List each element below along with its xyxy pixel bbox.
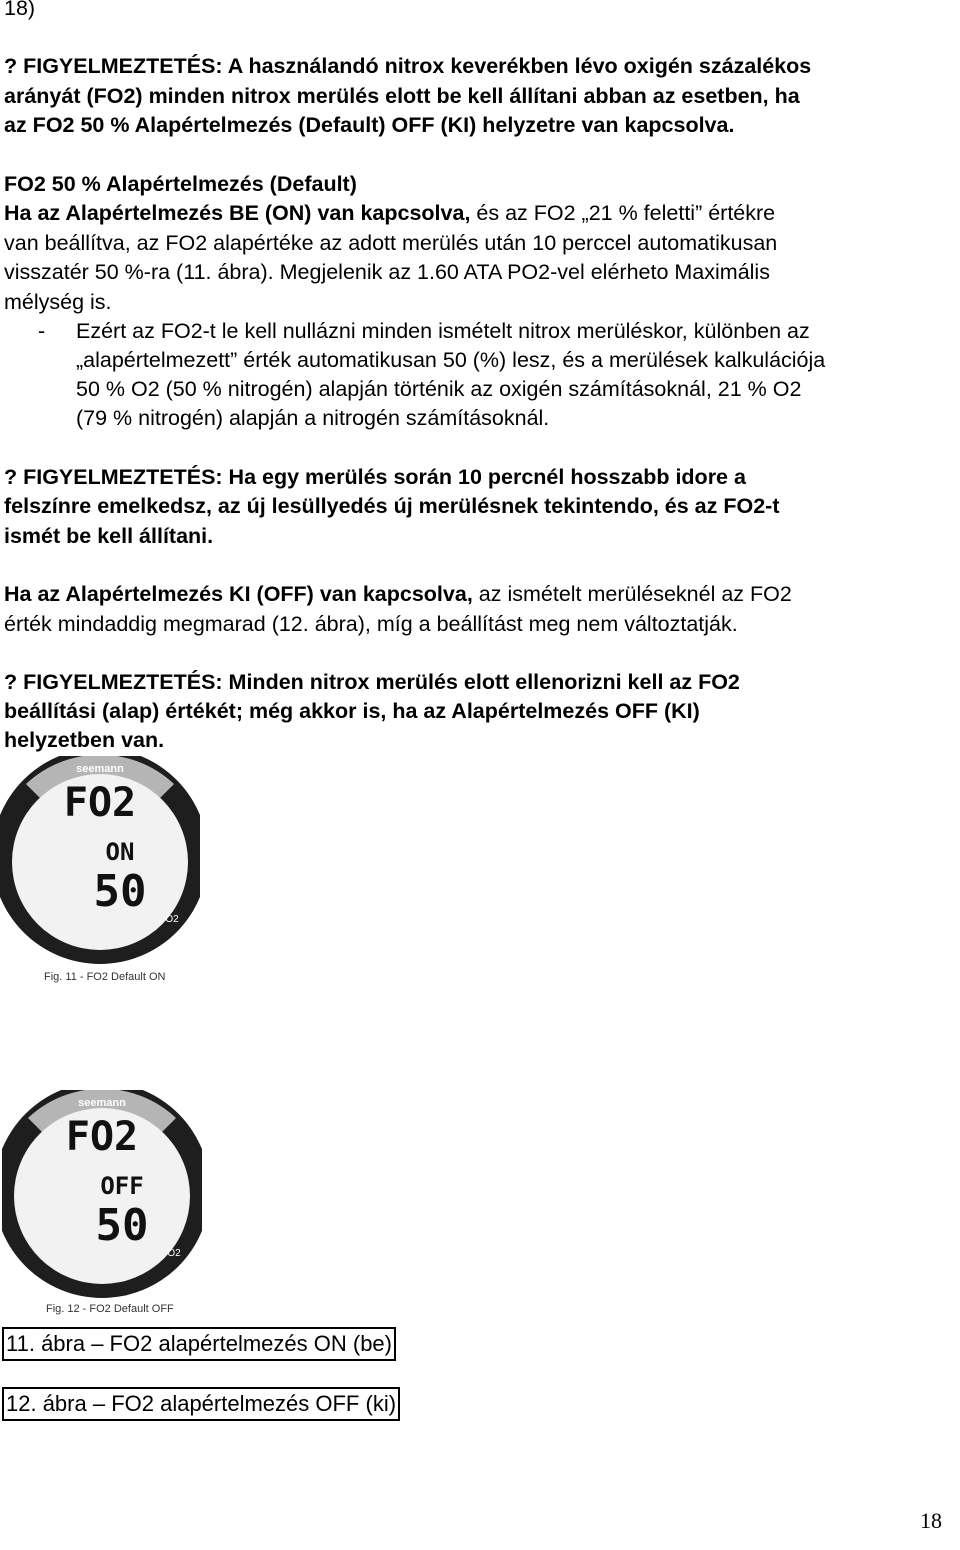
bullet-dash: - — [38, 319, 46, 343]
bullet-line-3: 50 % O2 (50 % nitrogén) alapján történik az oxigén számításoknál, 21 % O2 — [76, 377, 802, 401]
fo2-readout: FO2 — [63, 780, 137, 826]
default-line-4: mélység is. — [4, 290, 112, 314]
figure-11-inline-caption: Fig. 11 - FO2 Default ON — [44, 971, 166, 983]
default-line-1-bold: Ha az Alapértelmezés BE (ON) van kapcsolva, — [4, 201, 471, 225]
off-line-1-bold: Ha az Alapértelmezés KI (OFF) van kapcsolva, — [4, 582, 473, 606]
figure-12-inline-caption: Fig. 12 - FO2 Default OFF — [46, 1303, 174, 1315]
warning2-line-1: ? FIGYELMEZTETÉS: Ha egy merülés során 10 percnél hosszabb idore a — [4, 465, 746, 489]
value-readout: 50 — [93, 866, 147, 917]
default-line-1 — [4, 199, 775, 228]
o2-label: O2 — [167, 1248, 181, 1259]
caption-figure-12: 12. ábra – FO2 alapértelmezés OFF (ki) — [2, 1387, 400, 1421]
warning2-line-3: ismét be kell állítani. — [4, 524, 214, 548]
warning3-line-3: helyzetben van. — [4, 728, 165, 752]
figure-12-dive-computer — [2, 1090, 202, 1320]
off-line-2: érték mindaddig megmarad (12. ábra), míg a beállítást meg nem változtatják. — [4, 612, 738, 636]
off-line-1 — [4, 580, 792, 609]
fo2-readout: FO2 — [65, 1114, 139, 1160]
warning3-line-1: ? FIGYELMEZTETÉS: Minden nitrox merülés elott ellenorizni kell az FO2 — [4, 670, 740, 694]
warning1-line-1: ? FIGYELMEZTETÉS: A használandó nitrox keverékben lévo oxigén százalékos — [4, 54, 812, 78]
value-readout: 50 — [95, 1200, 149, 1251]
bullet-line-1: Ezért az FO2-t le kell nullázni minden ismételt nitrox merüléskor, különben az — [76, 319, 810, 343]
bullet-line-2: „alapértelmezett” érték automatikusan 50 (%) lesz, és a merülések kalkulációja — [76, 348, 826, 372]
default-line-3: visszatér 50 %-ra (11. ábra). Megjelenik az 1.60 ATA PO2-vel elérheto Maximális — [4, 260, 770, 284]
caption-figure-11: 11. ábra – FO2 alapértelmezés ON (be) — [2, 1327, 396, 1361]
brand-label: seemann — [78, 1097, 126, 1109]
warning1-line-3: az FO2 50 % Alapértelmezés (Default) OFF (KI) helyzetre van kapcsolva. — [4, 113, 735, 137]
figure-12-svg — [2, 1090, 202, 1320]
default-heading: FO2 50 % Alapértelmezés (Default) — [4, 172, 357, 196]
page-number: 18 — [920, 1508, 942, 1533]
off-line-1-rest: az ismételt merüléseknél az FO2 — [472, 582, 792, 606]
figure-11-svg — [0, 756, 200, 988]
default-line-2: van beállítva, az FO2 alapértéke az adott merülés után 10 perccel automatikusan — [4, 231, 778, 255]
warning1-line-2: arányát (FO2) minden nitrox merülés elott be kell állítani abban az esetben, ha — [4, 84, 800, 108]
o2-label: O2 — [165, 914, 179, 925]
brand-label: seemann — [76, 763, 124, 775]
warning2-line-2: felszínre emelkedsz, az új lesüllyedés új merülésnek tekintendo, és az FO2-t — [4, 494, 780, 518]
warning3-line-2: beállítási (alap) értékét; még akkor is, ha az Alapértelmezés OFF (KI) — [4, 699, 700, 723]
section-number: 18) — [4, 0, 36, 20]
mode-readout: OFF — [100, 1172, 144, 1200]
default-line-1-rest: és az FO2 „21 % feletti” értékre — [470, 201, 776, 225]
bullet-line-4: (79 % nitrogén) alapján a nitrogén számításoknál. — [76, 406, 550, 430]
mode-readout: ON — [105, 838, 135, 866]
figure-11-dive-computer — [0, 756, 200, 988]
